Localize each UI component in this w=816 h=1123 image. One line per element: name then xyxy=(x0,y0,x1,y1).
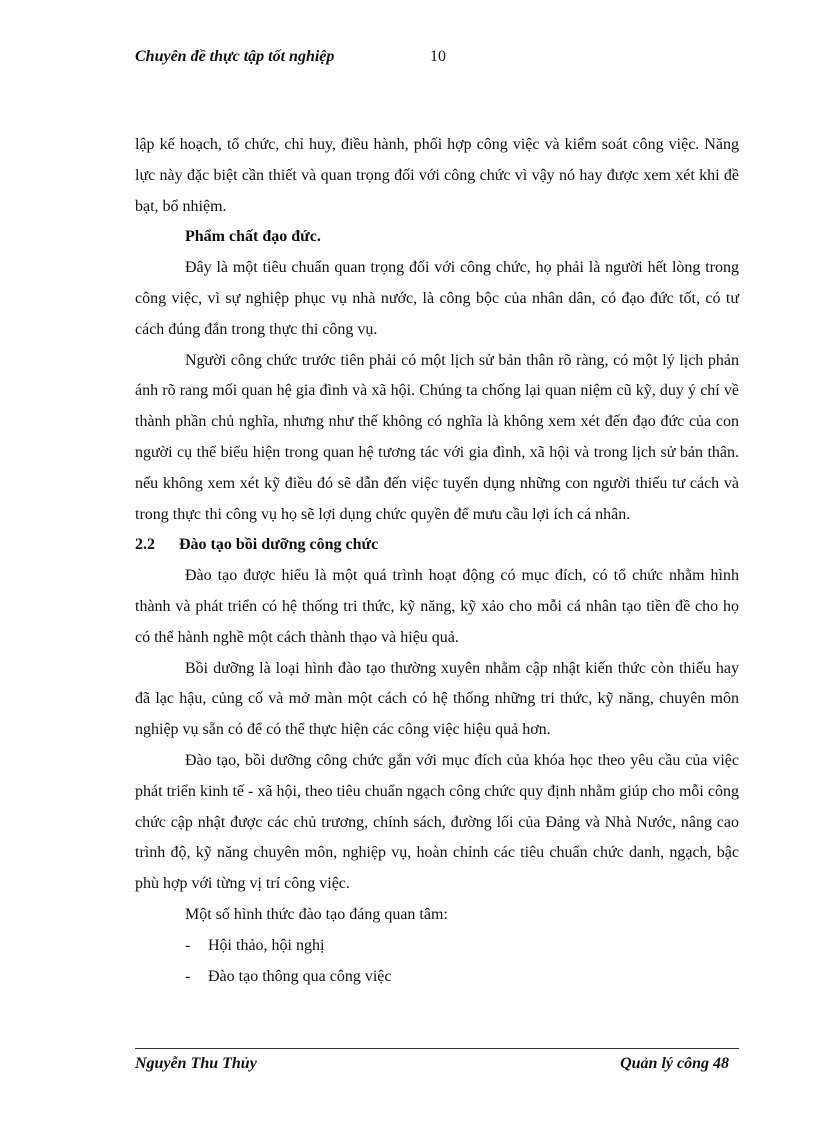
page-header xyxy=(135,48,735,70)
document-body xyxy=(135,130,739,992)
section-number: 2.2 xyxy=(135,536,155,554)
list-item xyxy=(135,931,739,962)
paragraph: Đào tạo được hiểu là một quá trình hoạt động có mục đích, có tổ chức nhằm hình thành và phát triển có hệ thống tri thức, kỹ năng, kỹ xảo cho mỗi cá nhân tạo tiền đề cho họ có thể hành nghề một cách thành thạo và hiệu quả. xyxy=(135,567,739,646)
section-heading xyxy=(135,530,739,561)
paragraph: Đây là một tiêu chuẩn quan trọng đối với công chức, họ phải là người hết lòng trong công việc, vì sự nghiệp phục vụ nhà nước, là công bộc của nhân dân, có đạo đức tốt, có tư cách đúng đắn trong thực thi công vụ. xyxy=(135,259,739,338)
class-name: Quản lý công 48 xyxy=(620,1055,729,1072)
list-item xyxy=(135,962,739,993)
document-title: Chuyên đề thực tập tốt nghiệp xyxy=(135,48,335,65)
footer-divider xyxy=(135,1048,739,1049)
section-title: Đào tạo bồi dưỡng công chức xyxy=(179,536,379,554)
author-name: Nguyễn Thu Thủy xyxy=(135,1055,257,1072)
paragraph: Người công chức trước tiên phải có một lịch sử bản thân rõ ràng, có một lý lịch phản ánh rõ rang mối quan hệ gia đình và xã hội. Chúng ta chống lại quan niệm cũ kỹ, duy ý chí về thành phần chủ nghĩa, nhưng như thế không có nghĩa là không xem xét đến đạo đức của con người cụ thể biểu hiện trong quan hệ tương tác với gia đình, xã hội và trong lịch sử bản thân. nếu không xem xét kỹ điều đó sẽ dẫn đến việc tuyển dụng những con người thiếu tư cách và trong thực thi công vụ họ sẽ lợi dụng chức quyền để mưu cầu lợi ích cá nhân. xyxy=(135,351,739,523)
paragraph: Bồi dưỡng là loại hình đào tạo thường xuyên nhằm cập nhật kiến thức còn thiếu hay đã lạc hậu, củng cố và mở màn một cách có hệ thống những tri thức, kỹ năng, chuyên môn nghiệp vụ sẵn có để có thể thực hiện các công việc hiệu quả hơn. xyxy=(135,659,739,739)
paragraph: lập kế hoạch, tổ chức, chỉ huy, điều hành, phối hợp công việc và kiểm soát công việc. Năng lực này đặc biệt cần thiết và quan trọng đối với công chức vì vậy nó hay được xem xét khi đề bạt, bổ nhiệm. xyxy=(135,136,739,215)
list-item-text: Đào tạo thông qua công việc xyxy=(208,967,392,985)
paragraph: Một số hình thức đào tạo đáng quan tâm: xyxy=(185,905,448,923)
subheading: Phẩm chất đạo đức. xyxy=(185,228,321,246)
bullet-marker: - xyxy=(185,967,191,985)
list-item-text: Hội thảo, hội nghị xyxy=(208,936,325,954)
paragraph: Đào tạo, bồi dưỡng công chức gắn với mục đích của khóa học theo yêu cầu của việc phát triển kinh tế - xã hội, theo tiêu chuẩn ngạch công chức quy định nhằm giúp cho mỗi công chức cập nhật được các chủ trương, chính sách, đường lối của Đảng và Nhà Nước, nâng cao trình độ, kỹ năng chuyên môn, nghiệp vụ, hoàn chỉnh các tiêu chuẩn chức danh, ngạch, bậc phù hợp với từng vị trí công việc. xyxy=(135,751,739,893)
bullet-marker: - xyxy=(185,936,191,954)
page-number: 10 xyxy=(430,48,446,65)
